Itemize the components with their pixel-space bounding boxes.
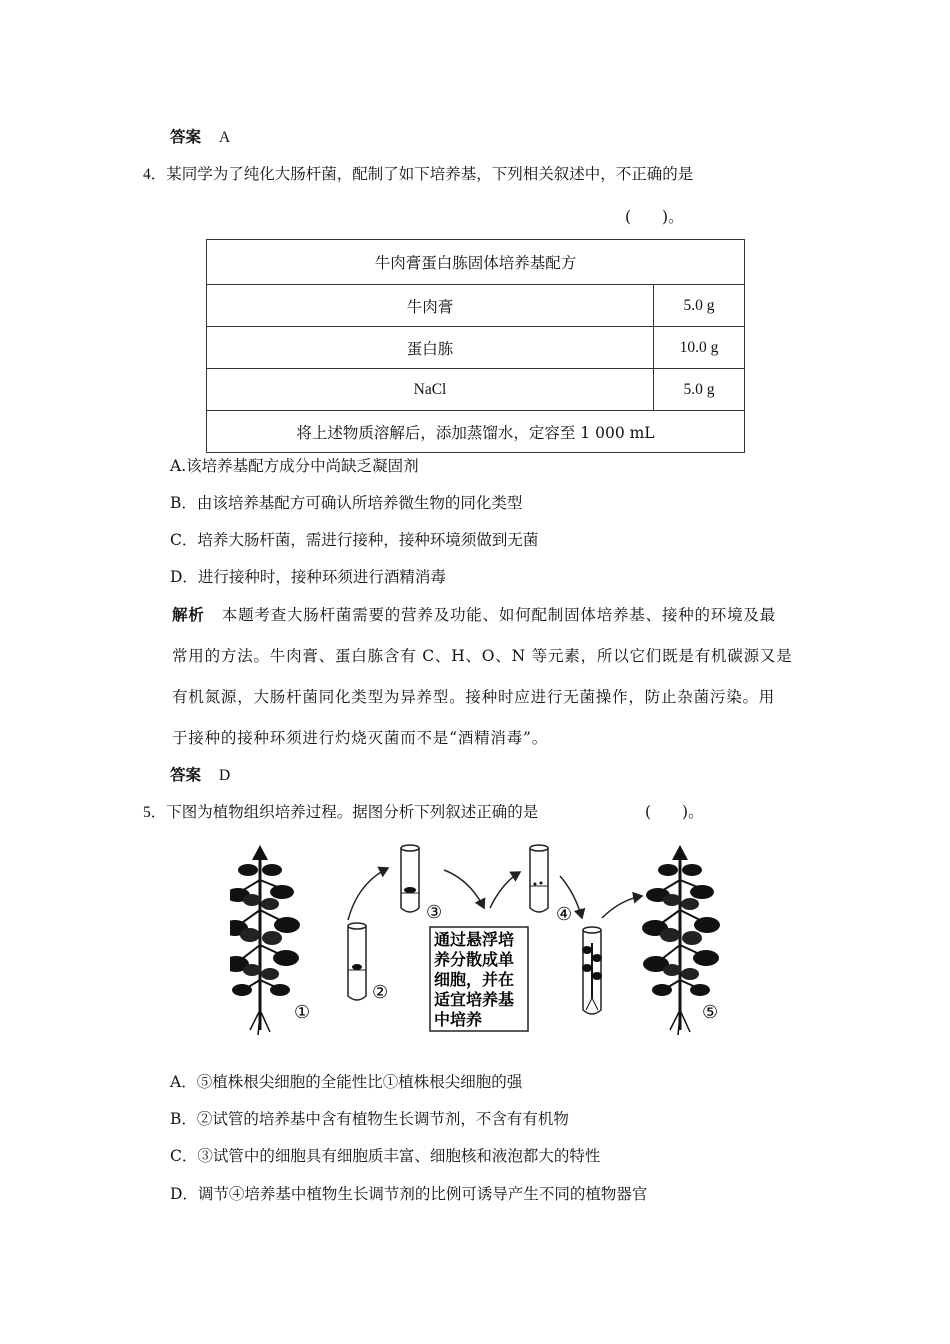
box-text-line: 养分散成单 (434, 950, 515, 969)
q4-explanation-line: 于接种的接种环须进行灼烧灭菌而不是“酒精消毒”。 (172, 729, 549, 747)
q4-explanation-line (172, 605, 776, 625)
ingredient-amount: 5.0 g (654, 285, 745, 327)
plant-1-icon (230, 845, 300, 1035)
table-footer: 将上述物质溶解后，添加蒸馏水，定容至 1 000 mL (207, 411, 745, 453)
recipe-table (206, 239, 745, 453)
explanation-text: 本题考查大肠杆菌需要的营养及功能、如何配制固体培养基、接种的环境及最 (221, 606, 776, 624)
q4-bracket: ( )。 (625, 208, 684, 226)
q5-option-b: B．②试管的培养基中含有植物生长调节剂，不含有有机物 (170, 1110, 569, 1128)
test-tube-2-icon (348, 923, 366, 1000)
answer-value: A (219, 129, 231, 146)
q5-option-c: C．③试管中的细胞具有细胞质丰富、细胞核和液泡都大的特性 (170, 1147, 601, 1165)
q4-option-c: C．培养大肠杆菌，需进行接种，接种环境须做到无菌 (170, 531, 539, 549)
test-tube-3-icon (401, 845, 419, 912)
q5-bracket: ( )。 (645, 803, 704, 821)
q5-option-d: D．调节④培养基中植物生长调节剂的比例可诱导产生不同的植物器官 (170, 1185, 648, 1203)
q4-answer (170, 765, 230, 786)
q5-number: 5． (143, 804, 167, 821)
ingredient-name: 蛋白胨 (207, 327, 654, 369)
arrow-icon (348, 868, 388, 920)
ingredient-amount: 10.0 g (654, 327, 745, 369)
answer-value: D (219, 767, 231, 784)
answer-label: 答案 (170, 765, 202, 784)
q5-stem: 下图为植物组织培养过程。据图分析下列叙述正确的是 (166, 803, 539, 821)
box-text-line: 细胞，并在 (434, 970, 515, 989)
ingredient-amount: 5.0 g (654, 369, 745, 411)
q5-option-a: A．⑤植株根尖细胞的全能性比①植株根尖细胞的强 (170, 1073, 523, 1091)
q4-explanation-line: 有机氮源，大肠杆菌同化类型为异养型。接种时应进行无菌操作，防止杂菌污染。用 (172, 688, 776, 706)
q4-stem-line (143, 164, 693, 185)
explanation-label: 解析 (172, 605, 205, 624)
arrow-icon (490, 872, 520, 908)
test-tube-4-icon (530, 845, 548, 912)
q5-stem-line (143, 802, 538, 823)
box-text-line: 中培养 (434, 1010, 483, 1029)
figure-label: ④ (556, 904, 573, 925)
figure-label: ⑤ (702, 1002, 719, 1023)
tissue-culture-figure (230, 838, 730, 1038)
table-row (207, 369, 745, 411)
box-text-line: 通过悬浮培 (434, 930, 515, 949)
q4-option-d: D．进行接种时，接种环须进行酒精消毒 (170, 568, 446, 586)
q4-option-a: A.该培养基配方成分中尚缺乏凝固剂 (170, 457, 419, 475)
arrow-icon (444, 870, 484, 908)
table-title: 牛肉膏蛋白胨固体培养基配方 (207, 240, 745, 285)
figure-label: ③ (426, 902, 443, 923)
arrow-icon (602, 896, 642, 918)
answer-label: 答案 (170, 127, 202, 146)
box-text-line: 适宜培养基 (434, 990, 515, 1009)
table-row (207, 285, 745, 327)
prev-answer (170, 127, 230, 148)
figure-label: ② (372, 982, 389, 1003)
suspension-culture-box (430, 927, 528, 1031)
plantlet-tube-icon (582, 927, 602, 1014)
ingredient-name: 牛肉膏 (207, 285, 654, 327)
q4-explanation-line: 常用的方法。牛肉膏、蛋白胨含有 C、H、O、N 等元素，所以它们既是有机碳源又是 (172, 647, 793, 665)
ingredient-name: NaCl (207, 369, 654, 411)
q4-option-b: B．由该培养基配方可确认所培养微生物的同化类型 (170, 494, 523, 512)
q4-number: 4． (143, 166, 167, 183)
q4-stem: 某同学为了纯化大肠杆菌，配制了如下培养基，下列相关叙述中，不正确的是 (166, 165, 694, 183)
table-row (207, 327, 745, 369)
figure-label: ① (294, 1002, 311, 1023)
